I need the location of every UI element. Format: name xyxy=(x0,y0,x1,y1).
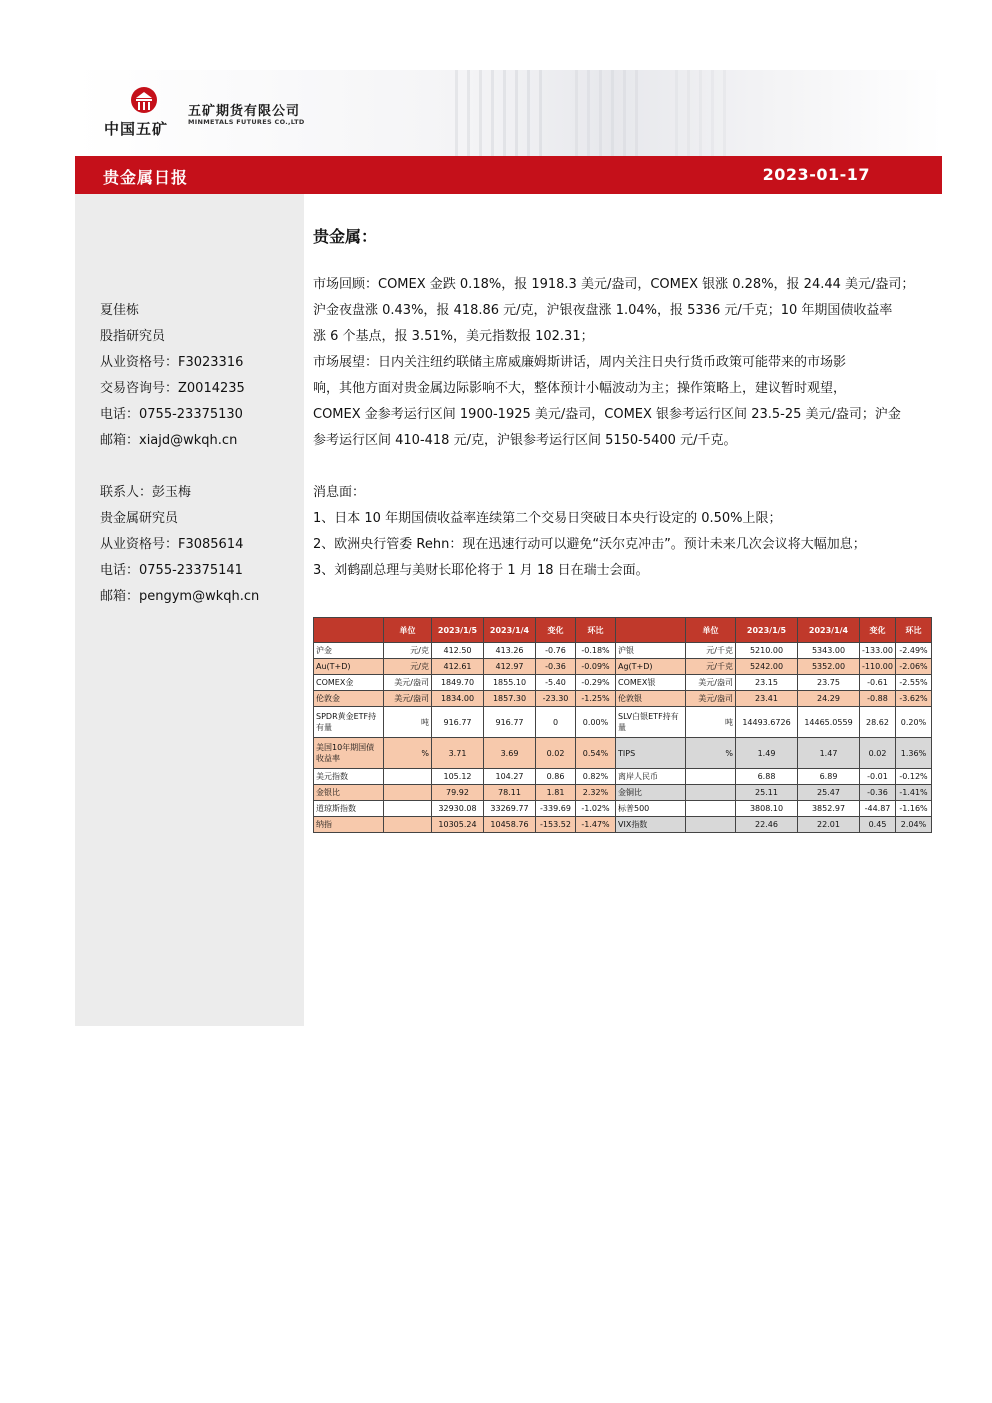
table-header-cell xyxy=(616,618,686,643)
table-cell: -2.55% xyxy=(896,675,932,691)
table-cell: 5242.00 xyxy=(736,659,798,675)
table-cell: 22.01 xyxy=(798,817,860,833)
table-cell: -0.29% xyxy=(576,675,616,691)
table-cell: 32930.08 xyxy=(432,801,484,817)
table-cell: 1834.00 xyxy=(432,691,484,707)
table-header-cell: 变化 xyxy=(536,618,576,643)
news-item: 1、日本 10 年期国债收益率连续第二个交易日突破日本央行设定的 0.50%上限； xyxy=(313,511,782,526)
table-header-cell: 单位 xyxy=(384,618,432,643)
table-cell: 0.02 xyxy=(536,738,576,769)
table-cell: 14465.0559 xyxy=(798,707,860,738)
table-cell: 916.77 xyxy=(484,707,536,738)
review-line: 沪金夜盘涨 0.43%，报 418.86 元/克，沪银夜盘涨 1.04%，报 5336 元/千克；10 年期国债收益率 xyxy=(313,303,893,318)
contact-info xyxy=(100,480,259,610)
table-cell: 5210.00 xyxy=(736,643,798,659)
table-cell xyxy=(384,801,432,817)
table-cell: 413.26 xyxy=(484,643,536,659)
table-header-cell: 2023/1/4 xyxy=(484,618,536,643)
table-cell: Ag(T+D) xyxy=(616,659,686,675)
table-cell: 6.88 xyxy=(736,769,798,785)
table-row xyxy=(314,801,932,817)
table-row xyxy=(314,659,932,675)
review-line: 市场回顾：COMEX 金跌 0.18%，报 1918.3 美元/盎司，COMEX 银涨 0.28%，报 24.44 美元/盎司； xyxy=(313,277,915,292)
table-cell: -133.00 xyxy=(860,643,896,659)
table-cell: 0.82% xyxy=(576,769,616,785)
table-cell: 25.47 xyxy=(798,785,860,801)
table-cell: SPDR黄金ETF持有量 xyxy=(314,707,384,738)
table-cell xyxy=(384,817,432,833)
table-cell: 79.92 xyxy=(432,785,484,801)
table-row xyxy=(314,675,932,691)
table-cell xyxy=(384,785,432,801)
minmetals-logo xyxy=(104,86,184,142)
outlook-line: 响，其他方面对贵金属边际影响不大，整体预计小幅波动为主；操作策略上，建议暂时观望， xyxy=(313,381,847,396)
author-info xyxy=(100,298,245,454)
contact-email: 邮箱：pengym@wkqh.cn xyxy=(100,589,260,604)
table-cell: 沪银 xyxy=(616,643,686,659)
table-cell: -2.06% xyxy=(896,659,932,675)
table-cell: 916.77 xyxy=(432,707,484,738)
table-cell: -1.02% xyxy=(576,801,616,817)
table-cell: 美国10年期国债收益率 xyxy=(314,738,384,769)
table-cell xyxy=(686,785,736,801)
table-cell: 105.12 xyxy=(432,769,484,785)
news-section xyxy=(313,480,938,584)
table-cell: -1.16% xyxy=(896,801,932,817)
table-header-cell: 2023/1/5 xyxy=(432,618,484,643)
table-cell: 23.75 xyxy=(798,675,860,691)
table-cell: -1.25% xyxy=(576,691,616,707)
table-cell: 1.47 xyxy=(798,738,860,769)
table-cell: 412.97 xyxy=(484,659,536,675)
table-cell xyxy=(686,801,736,817)
table-cell: 0.45 xyxy=(860,817,896,833)
table-cell: 元/克 xyxy=(384,659,432,675)
table-cell: 33269.77 xyxy=(484,801,536,817)
news-item: 3、刘鹤副总理与美财长耶伦将于 1 月 18 日在瑞士会面。 xyxy=(313,563,649,578)
market-data-table xyxy=(313,617,931,833)
table-cell: 沪金 xyxy=(314,643,384,659)
table-cell: 412.61 xyxy=(432,659,484,675)
table-cell: -1.47% xyxy=(576,817,616,833)
table-cell: % xyxy=(686,738,736,769)
table-cell: 104.27 xyxy=(484,769,536,785)
table-cell: 1857.30 xyxy=(484,691,536,707)
table-cell: COMEX银 xyxy=(616,675,686,691)
table-cell: 元/克 xyxy=(384,643,432,659)
outlook-line: COMEX 金参考运行区间 1900-1925 美元/盎司，COMEX 银参考运行区间 23.5-25 美元/盎司；沪金 xyxy=(313,407,901,422)
table-cell: 美元/盎司 xyxy=(384,691,432,707)
table-cell: 美元/盎司 xyxy=(686,691,736,707)
minmetals-emblem-icon xyxy=(128,86,160,116)
table-cell: 24.29 xyxy=(798,691,860,707)
table-cell: 5352.00 xyxy=(798,659,860,675)
table-cell: % xyxy=(384,738,432,769)
contact-name: 联系人：彭玉梅 xyxy=(100,485,192,500)
table-cell: -2.49% xyxy=(896,643,932,659)
table-cell: 0.02 xyxy=(860,738,896,769)
table-cell: 10458.76 xyxy=(484,817,536,833)
outlook-line: 参考运行区间 410-418 元/克，沪银参考运行区间 5150-5400 元/千克。 xyxy=(313,433,737,448)
table-cell: 金银比 xyxy=(314,785,384,801)
table-cell: 伦敦金 xyxy=(314,691,384,707)
table-cell: 78.11 xyxy=(484,785,536,801)
report-title-bar xyxy=(75,156,942,194)
table-cell: 10305.24 xyxy=(432,817,484,833)
table-cell: 0.86 xyxy=(536,769,576,785)
company-name-cn: 五矿期货有限公司 xyxy=(188,104,301,119)
news-item: 2、欧洲央行管委 Rehn：现在迅速行动可以避免“沃尔克冲击”。预计未来几次会议将大幅加息； xyxy=(313,537,866,552)
table-cell: -0.61 xyxy=(860,675,896,691)
news-title: 消息面： xyxy=(313,485,366,500)
table-header-cell: 单位 xyxy=(686,618,736,643)
outlook-line: 市场展望：日内关注纽约联储主席威廉姆斯讲话，周内关注日央行货币政策可能带来的市场影 xyxy=(313,355,847,370)
table-cell: TIPS xyxy=(616,738,686,769)
contact-license: 从业资格号：F3085614 xyxy=(100,537,244,552)
author-consult-number: 交易咨询号：Z0014235 xyxy=(100,381,245,396)
table-cell: 5343.00 xyxy=(798,643,860,659)
table-cell: 美元/盎司 xyxy=(686,675,736,691)
table-cell: 美元/盎司 xyxy=(384,675,432,691)
author-phone: 电话：0755-23375130 xyxy=(100,407,243,422)
table-cell: 纳指 xyxy=(314,817,384,833)
table-header-cell xyxy=(314,618,384,643)
section-title: 贵金属： xyxy=(313,227,378,246)
table-row xyxy=(314,691,932,707)
table-cell: VIX指数 xyxy=(616,817,686,833)
table-cell: 25.11 xyxy=(736,785,798,801)
table-cell: 伦敦银 xyxy=(616,691,686,707)
table-cell: 23.15 xyxy=(736,675,798,691)
table-cell: 1.36% xyxy=(896,738,932,769)
table-cell: -1.41% xyxy=(896,785,932,801)
table-cell: 美元指数 xyxy=(314,769,384,785)
table-cell: 1855.10 xyxy=(484,675,536,691)
table-cell: -0.88 xyxy=(860,691,896,707)
table-cell: -0.76 xyxy=(536,643,576,659)
author-email: 邮箱：xiajd@wkqh.cn xyxy=(100,433,238,448)
table-cell: -23.30 xyxy=(536,691,576,707)
table-cell: 2.04% xyxy=(896,817,932,833)
table-cell: Au(T+D) xyxy=(314,659,384,675)
table-row xyxy=(314,738,932,769)
table-row xyxy=(314,785,932,801)
table-cell: -0.12% xyxy=(896,769,932,785)
company-name-en: MINMETALS FUTURES CO.,LTD xyxy=(188,118,305,126)
table-cell: -0.09% xyxy=(576,659,616,675)
author-license: 从业资格号：F3023316 xyxy=(100,355,244,370)
table-cell: -0.36 xyxy=(536,659,576,675)
table-cell: -110.00 xyxy=(860,659,896,675)
table-cell: -0.01 xyxy=(860,769,896,785)
report-title: 贵金属日报 xyxy=(103,168,189,187)
table-cell: 元/千克 xyxy=(686,643,736,659)
table-header-cell: 2023/1/5 xyxy=(736,618,798,643)
table-cell: -3.62% xyxy=(896,691,932,707)
table-row xyxy=(314,643,932,659)
review-line: 涨 6 个基点，报 3.51%，美元指数报 102.31； xyxy=(313,329,594,344)
table-cell: 1849.70 xyxy=(432,675,484,691)
table-row xyxy=(314,817,932,833)
table-cell: -0.18% xyxy=(576,643,616,659)
author-name: 夏佳栋 xyxy=(100,303,140,318)
table-cell: 28.62 xyxy=(860,707,896,738)
table-cell: 0.00% xyxy=(576,707,616,738)
logo-text: 中国五矿 xyxy=(104,120,169,138)
table-cell: 1.81 xyxy=(536,785,576,801)
contact-phone: 电话：0755-23375141 xyxy=(100,563,243,578)
table-cell: 道琼斯指数 xyxy=(314,801,384,817)
table-cell: 0.54% xyxy=(576,738,616,769)
table-header-cell: 2023/1/4 xyxy=(798,618,860,643)
table-cell: 6.89 xyxy=(798,769,860,785)
table-cell: 23.41 xyxy=(736,691,798,707)
table-cell: 0 xyxy=(536,707,576,738)
table-header-row xyxy=(314,618,932,643)
table-cell: 3852.97 xyxy=(798,801,860,817)
table-header-cell: 变化 xyxy=(860,618,896,643)
table-cell: 离岸人民币 xyxy=(616,769,686,785)
table-cell: 14493.6726 xyxy=(736,707,798,738)
table-cell: COMEX金 xyxy=(314,675,384,691)
table-cell xyxy=(686,769,736,785)
table-cell xyxy=(384,769,432,785)
table-cell: 412.50 xyxy=(432,643,484,659)
table-cell: 2.32% xyxy=(576,785,616,801)
table-cell: -153.52 xyxy=(536,817,576,833)
table-header-cell: 环比 xyxy=(896,618,932,643)
table-row xyxy=(314,769,932,785)
table-cell: 3.69 xyxy=(484,738,536,769)
author-title: 股指研究员 xyxy=(100,329,166,344)
table-cell: 22.46 xyxy=(736,817,798,833)
table-cell: -339.69 xyxy=(536,801,576,817)
table-header-cell: 环比 xyxy=(576,618,616,643)
table-cell xyxy=(686,817,736,833)
table-cell: 元/千克 xyxy=(686,659,736,675)
table-cell: 金铜比 xyxy=(616,785,686,801)
table-cell: -44.87 xyxy=(860,801,896,817)
table-cell: -5.40 xyxy=(536,675,576,691)
table-cell: SLV白银ETF持有量 xyxy=(616,707,686,738)
table-cell: 吨 xyxy=(686,707,736,738)
table-cell: 3808.10 xyxy=(736,801,798,817)
table-cell: 1.49 xyxy=(736,738,798,769)
table-row xyxy=(314,707,932,738)
table-cell: 3.71 xyxy=(432,738,484,769)
report-date: 2023-01-17 xyxy=(762,165,870,184)
table-cell: 吨 xyxy=(384,707,432,738)
table-cell: -0.36 xyxy=(860,785,896,801)
market-review xyxy=(313,272,938,454)
table-cell: 0.20% xyxy=(896,707,932,738)
table-cell: 标普500 xyxy=(616,801,686,817)
contact-title: 贵金属研究员 xyxy=(100,511,179,526)
